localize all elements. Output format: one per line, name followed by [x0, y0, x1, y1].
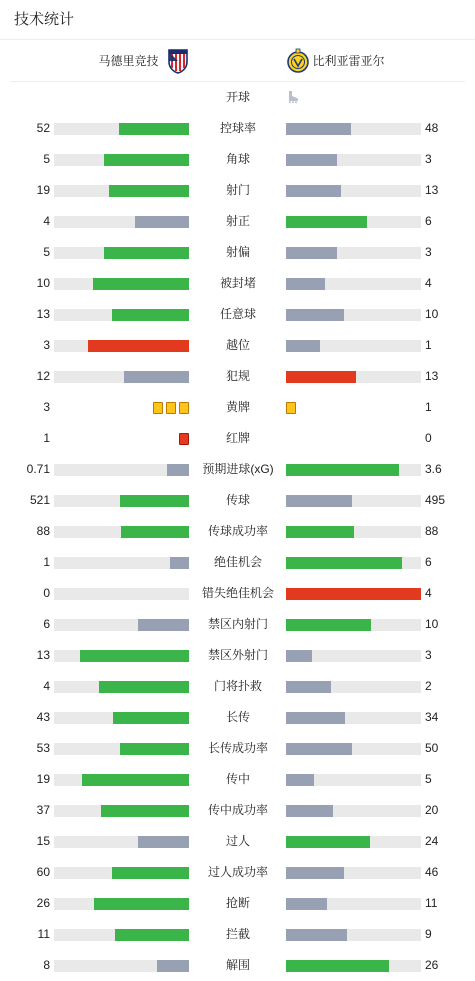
away-bar-track: [286, 929, 421, 941]
away-bar-track: [286, 309, 421, 321]
away-bar-track: [286, 619, 421, 631]
home-bar-track: [54, 898, 189, 910]
stat-label: 越位: [225, 338, 250, 352]
away-value: 46: [425, 865, 439, 879]
away-bar-fill: [286, 371, 356, 383]
away-value: 3: [425, 648, 432, 662]
home-value: 10: [36, 276, 50, 290]
home-bar-fill: [94, 898, 189, 910]
stat-label: 门将扑救: [213, 679, 262, 693]
stat-row: [0, 175, 475, 206]
away-bar-track: [286, 588, 421, 600]
stat-label: 角球: [225, 152, 250, 166]
home-value: 60: [36, 865, 50, 879]
away-value: 6: [425, 214, 432, 228]
home-value: 5: [43, 152, 50, 166]
home-bar-track: [54, 123, 189, 135]
away-bar-track: [286, 836, 421, 848]
away-value: 24: [425, 834, 439, 848]
away-bar-track: [286, 123, 421, 135]
stat-row: [0, 423, 475, 454]
home-bar-fill: [112, 309, 189, 321]
home-bar-track: [54, 216, 189, 228]
away-value: 6: [425, 555, 432, 569]
away-cards: [286, 402, 296, 414]
home-value: 6: [43, 617, 50, 631]
yellow-card-icon: [153, 402, 163, 414]
home-value: 1: [43, 555, 50, 569]
home-bar-track: [54, 464, 189, 476]
away-bar-track: [286, 867, 421, 879]
home-value: 26: [36, 896, 50, 910]
stat-label: 预期进球(xG): [202, 462, 274, 476]
stat-label: 射正: [225, 214, 250, 228]
home-bar-fill: [99, 681, 189, 693]
stat-label: 犯规: [225, 369, 250, 383]
stat-row: [0, 361, 475, 392]
home-bar-fill: [119, 123, 189, 135]
away-bar-fill: [286, 247, 337, 259]
away-value: 1: [425, 400, 432, 414]
home-bar-track: [54, 588, 189, 600]
away-value: 10: [425, 307, 439, 321]
home-value: 521: [29, 493, 50, 507]
home-bar-fill: [138, 619, 189, 631]
stat-row: [0, 547, 475, 578]
away-bar-fill: [286, 836, 370, 848]
away-bar-fill: [286, 526, 354, 538]
stat-label: 传球成功率: [207, 524, 268, 538]
away-bar-track: [286, 185, 421, 197]
away-bar-track: [286, 154, 421, 166]
home-value: 3: [43, 400, 50, 414]
stat-row: [0, 113, 475, 144]
home-value: 12: [36, 369, 50, 383]
stat-row: [0, 764, 475, 795]
home-bar-fill: [113, 712, 189, 724]
away-bar-fill: [286, 898, 327, 910]
stat-label: 长传: [225, 710, 250, 724]
home-bar-fill: [135, 216, 189, 228]
home-value: 15: [36, 834, 50, 848]
home-value: 53: [36, 741, 50, 755]
stat-row: [0, 237, 475, 268]
home-bar-fill: [120, 743, 189, 755]
away-value: 20: [425, 803, 439, 817]
home-value: 1: [43, 431, 50, 445]
away-bar-track: [286, 526, 421, 538]
stat-row: [0, 702, 475, 733]
home-bar-track: [54, 960, 189, 972]
home-bar-track: [54, 247, 189, 259]
home-bar-track: [54, 867, 189, 879]
away-bar-fill: [286, 495, 352, 507]
away-bar-track: [286, 216, 421, 228]
stat-label: 解围: [225, 958, 250, 972]
yellow-card-icon: [166, 402, 176, 414]
stat-row: [0, 950, 475, 981]
home-value: 37: [36, 803, 50, 817]
stat-row: [0, 578, 475, 609]
stat-label: 射偏: [225, 245, 250, 259]
stat-row: [0, 392, 475, 423]
home-value: 4: [43, 679, 50, 693]
home-bar-track: [54, 619, 189, 631]
team-header: [10, 40, 465, 82]
home-bar-track: [54, 650, 189, 662]
away-bar-track: [286, 278, 421, 290]
away-value: 3: [425, 152, 432, 166]
away-value: 1: [425, 338, 432, 352]
home-value: 13: [36, 307, 50, 321]
away-bar-fill: [286, 309, 344, 321]
home-bar-track: [54, 495, 189, 507]
away-value: 48: [425, 121, 439, 135]
page-title: 技术统计: [0, 0, 475, 40]
home-value: 11: [37, 927, 50, 941]
kickoff-row: [0, 82, 475, 113]
stat-label: 传中成功率: [207, 803, 268, 817]
home-bar-fill: [157, 960, 189, 972]
away-bar-fill: [286, 805, 333, 817]
away-value: 10: [425, 617, 439, 631]
home-cards: [153, 402, 189, 414]
home-value: 3: [43, 338, 50, 352]
away-value: 34: [425, 710, 439, 724]
stat-row: [0, 857, 475, 888]
home-bar-fill: [82, 774, 189, 786]
away-value: 4: [425, 586, 432, 600]
home-bar-fill: [124, 371, 189, 383]
stat-label: 射门: [225, 183, 250, 197]
yellow-card-icon: [179, 402, 189, 414]
away-value: 3: [425, 245, 432, 259]
stat-row: [0, 268, 475, 299]
boot-kickoff-icon: [286, 90, 300, 104]
stat-row: [0, 516, 475, 547]
away-team[interactable]: [245, 40, 466, 81]
home-value: 8: [43, 958, 50, 972]
home-bar-fill: [88, 340, 189, 352]
home-bar-track: [54, 154, 189, 166]
stat-row: [0, 330, 475, 361]
away-bar-fill: [286, 743, 352, 755]
away-bar-track: [286, 495, 421, 507]
stat-label: 禁区内射门: [207, 617, 268, 631]
stat-row: [0, 485, 475, 516]
home-bar-fill: [104, 154, 189, 166]
away-value: 0: [425, 431, 432, 445]
stat-row: [0, 144, 475, 175]
villarreal-crest-icon: [287, 48, 309, 74]
home-bar-track: [54, 309, 189, 321]
away-value: 26: [425, 958, 439, 972]
home-team-name: 马德里竞技: [98, 54, 159, 68]
away-value: 2: [425, 679, 432, 693]
away-bar-fill: [286, 185, 341, 197]
stat-row: [0, 454, 475, 485]
stat-label: 控球率: [219, 121, 256, 135]
home-bar-fill: [101, 805, 189, 817]
home-bar-fill: [121, 526, 189, 538]
stat-row: [0, 888, 475, 919]
stat-label: 错失绝佳机会: [201, 586, 274, 600]
stat-label: 传中: [225, 772, 250, 786]
away-bar-fill: [286, 340, 320, 352]
away-bar-track: [286, 681, 421, 693]
stat-row: [0, 733, 475, 764]
away-bar-fill: [286, 960, 389, 972]
home-bar-fill: [109, 185, 189, 197]
red-card-icon: [179, 433, 189, 445]
home-bar-fill: [167, 464, 189, 476]
away-bar-track: [286, 743, 421, 755]
home-bar-track: [54, 185, 189, 197]
away-value: 3.6: [425, 462, 442, 476]
away-bar-track: [286, 557, 421, 569]
away-value: 13: [425, 369, 439, 383]
away-bar-track: [286, 898, 421, 910]
away-bar-track: [286, 650, 421, 662]
away-bar-track: [286, 960, 421, 972]
away-bar-track: [286, 371, 421, 383]
home-bar-fill: [104, 247, 189, 259]
away-value: 495: [425, 493, 446, 507]
home-bar-fill: [80, 650, 189, 662]
home-value: 52: [36, 121, 50, 135]
away-value: 9: [425, 927, 432, 941]
away-bar-fill: [286, 650, 312, 662]
away-bar-fill: [286, 619, 371, 631]
home-bar-track: [54, 340, 189, 352]
away-bar-fill: [286, 774, 314, 786]
stat-label: 长传成功率: [207, 741, 268, 755]
home-bar-track: [54, 805, 189, 817]
home-value: 5: [43, 245, 50, 259]
away-value: 50: [425, 741, 439, 755]
stat-label: 过人成功率: [207, 865, 268, 879]
away-bar-fill: [286, 929, 347, 941]
home-bar-fill: [170, 557, 189, 569]
away-bar-fill: [286, 588, 421, 600]
home-value: 0: [43, 586, 50, 600]
stat-row: [0, 609, 475, 640]
home-team[interactable]: [10, 40, 245, 81]
stats-list: [0, 82, 475, 981]
away-bar-track: [286, 340, 421, 352]
home-bar-fill: [120, 495, 189, 507]
home-value: 13: [36, 648, 50, 662]
away-bar-track: [286, 805, 421, 817]
home-bar-track: [54, 681, 189, 693]
home-value: 43: [36, 710, 50, 724]
away-bar-fill: [286, 712, 345, 724]
stat-row: [0, 299, 475, 330]
kickoff-label: 开球: [225, 90, 250, 104]
stat-label: 拦截: [225, 927, 250, 941]
stat-label: 被封堵: [219, 276, 256, 290]
home-bar-track: [54, 712, 189, 724]
home-bar-fill: [112, 867, 189, 879]
home-bar-track: [54, 278, 189, 290]
away-bar-fill: [286, 278, 325, 290]
stat-row: [0, 826, 475, 857]
home-value: 88: [36, 524, 50, 538]
yellow-card-icon: [286, 402, 296, 414]
away-bar-fill: [286, 154, 337, 166]
stat-row: [0, 206, 475, 237]
home-bar-track: [54, 557, 189, 569]
stat-label: 过人: [225, 834, 250, 848]
away-value: 11: [425, 896, 438, 910]
home-bar-track: [54, 526, 189, 538]
home-bar-track: [54, 774, 189, 786]
away-bar-fill: [286, 867, 344, 879]
away-bar-fill: [286, 557, 402, 569]
stat-row: [0, 640, 475, 671]
home-value: 19: [36, 772, 50, 786]
stat-row: [0, 919, 475, 950]
home-value: 4: [43, 214, 50, 228]
away-value: 4: [425, 276, 432, 290]
home-bar-track: [54, 836, 189, 848]
stat-label: 黄牌: [225, 400, 250, 414]
away-bar-track: [286, 247, 421, 259]
away-bar-fill: [286, 464, 399, 476]
stat-label: 禁区外射门: [207, 648, 268, 662]
home-cards: [179, 433, 189, 445]
away-bar-fill: [286, 123, 351, 135]
away-team-name: 比利亚雷亚尔: [312, 54, 385, 68]
away-value: 13: [425, 183, 439, 197]
stat-label: 抢断: [225, 896, 250, 910]
home-value: 0.71: [26, 462, 50, 476]
atletico-madrid-crest-icon: [167, 48, 189, 74]
home-bar-track: [54, 371, 189, 383]
stat-row: [0, 795, 475, 826]
away-bar-fill: [286, 681, 331, 693]
home-bar-track: [54, 929, 189, 941]
away-bar-track: [286, 712, 421, 724]
home-bar-track: [54, 743, 189, 755]
stat-label: 传球: [225, 493, 250, 507]
home-bar-fill: [115, 929, 189, 941]
away-bar-track: [286, 774, 421, 786]
home-bar-fill: [138, 836, 189, 848]
away-value: 88: [425, 524, 439, 538]
away-value: 5: [425, 772, 432, 786]
home-value: 19: [36, 183, 50, 197]
stat-row: [0, 671, 475, 702]
away-bar-fill: [286, 216, 367, 228]
stat-label: 任意球: [219, 307, 256, 321]
away-bar-track: [286, 464, 421, 476]
stat-label: 绝佳机会: [213, 555, 262, 569]
home-bar-fill: [93, 278, 189, 290]
stat-label: 红牌: [225, 431, 250, 445]
